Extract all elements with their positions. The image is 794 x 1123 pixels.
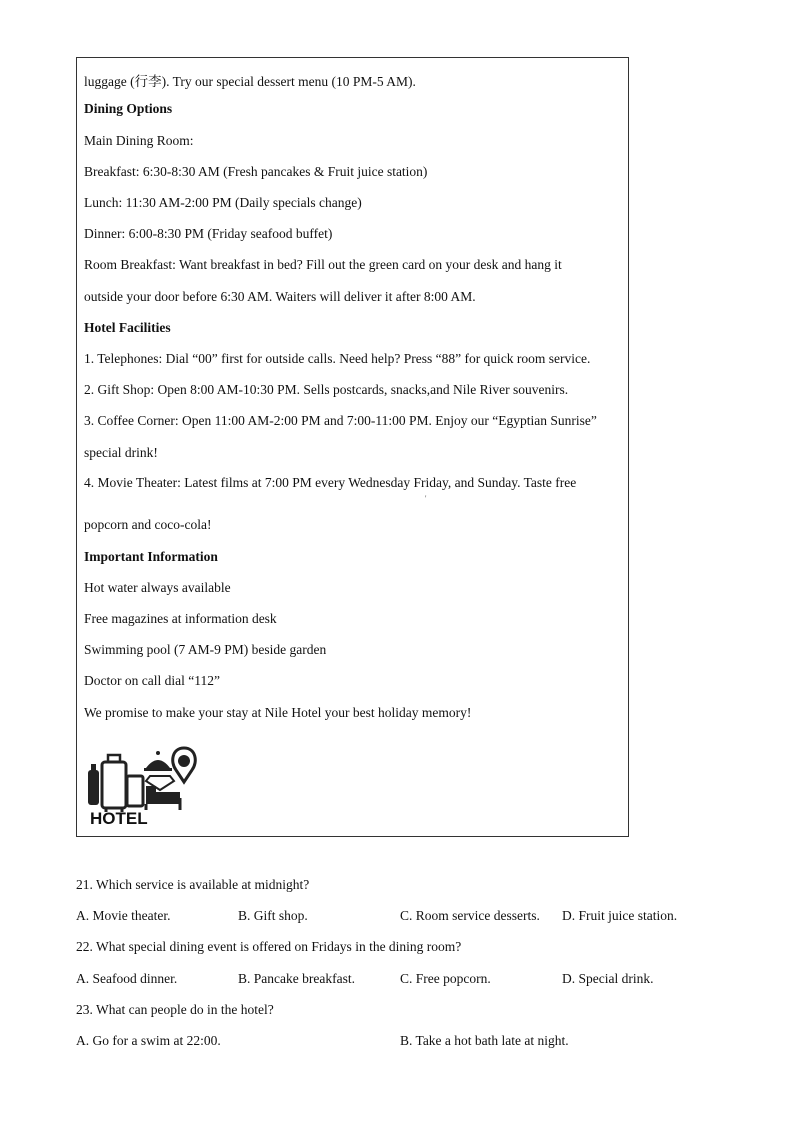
gift-shop-line: 2. Gift Shop: Open 8:00 AM-10:30 PM. Sells postcards, snacks,and Nile River souvenirs. — [84, 382, 569, 397]
q23-option-b: B. Take a hot bath late at night. — [400, 1033, 569, 1048]
q21-option-a: A. Movie theater. — [76, 908, 171, 923]
room-breakfast-line-2: outside your door before 6:30 AM. Waiters will deliver it after 8:00 AM. — [84, 289, 476, 304]
hotel-facilities-heading: Hotel Facilities — [84, 320, 171, 335]
question-21-stem: 21. Which service is available at midnight? — [76, 877, 310, 892]
q22-option-c: C. Free popcorn. — [400, 971, 491, 986]
breakfast-line: Breakfast: 6:30-8:30 AM (Fresh pancakes & Fruit juice station) — [84, 164, 428, 179]
swimming-pool-line: Swimming pool (7 AM-9 PM) beside garden — [84, 642, 327, 657]
doctor-line: Doctor on call dial “112” — [84, 673, 220, 688]
q21-option-d: D. Fruit juice station. — [562, 908, 678, 923]
question-23-stem: 23. What can people do in the hotel? — [76, 1002, 274, 1017]
q21-option-c: C. Room service desserts. — [400, 908, 540, 923]
q21-option-b: B. Gift shop. — [238, 908, 308, 923]
lunch-line: Lunch: 11:30 AM-2:00 PM (Daily specials change) — [84, 195, 362, 210]
dinner-line: Dinner: 6:00-8:30 PM (Friday seafood buffet) — [84, 226, 333, 241]
q22-option-b: B. Pancake breakfast. — [238, 971, 355, 986]
question-22-stem: 22. What special dining event is offered on Fridays in the dining room? — [76, 939, 462, 954]
important-information-heading: Important Information — [84, 549, 218, 564]
hotel-logo-text: HOTEL — [90, 809, 148, 828]
movie-theater-line-2: popcorn and coco-cola! — [84, 517, 212, 532]
room-breakfast-line-1: Room Breakfast: Want breakfast in bed? Fill out the green card on your desk and hang it — [84, 257, 562, 272]
q22-option-d: D. Special drink. — [562, 971, 654, 986]
coffee-corner-line-1: 3. Coffee Corner: Open 11:00 AM-2:00 PM and 7:00-11:00 PM. Enjoy our “Egyptian Sunrise” — [84, 413, 597, 428]
hotel-logo-icon — [84, 740, 204, 828]
hot-water-line: Hot water always available — [84, 580, 231, 595]
promise-line: We promise to make your stay at Nile Hotel your best holiday memory! — [84, 705, 472, 720]
telephones-line: 1. Telephones: Dial “00” first for outside calls. Need help? Press “88” for quick room service. — [84, 351, 591, 366]
coffee-corner-line-2: special drink! — [84, 445, 158, 460]
luggage-line: luggage (行李). Try our special dessert menu (10 PM-5 AM). — [84, 74, 416, 89]
magazines-line: Free magazines at information desk — [84, 611, 277, 626]
main-dining-room-label: Main Dining Room: — [84, 133, 194, 148]
dining-options-heading: Dining Options — [84, 101, 173, 116]
movie-theater-line-1: 4. Movie Theater: Latest films at 7:00 PM every Wednesday Friday, and Sunday. Taste free — [84, 475, 577, 490]
q23-option-a: A. Go for a swim at 22:00. — [76, 1033, 221, 1048]
stray-mark: ' — [425, 494, 427, 503]
q22-option-a: A. Seafood dinner. — [76, 971, 178, 986]
